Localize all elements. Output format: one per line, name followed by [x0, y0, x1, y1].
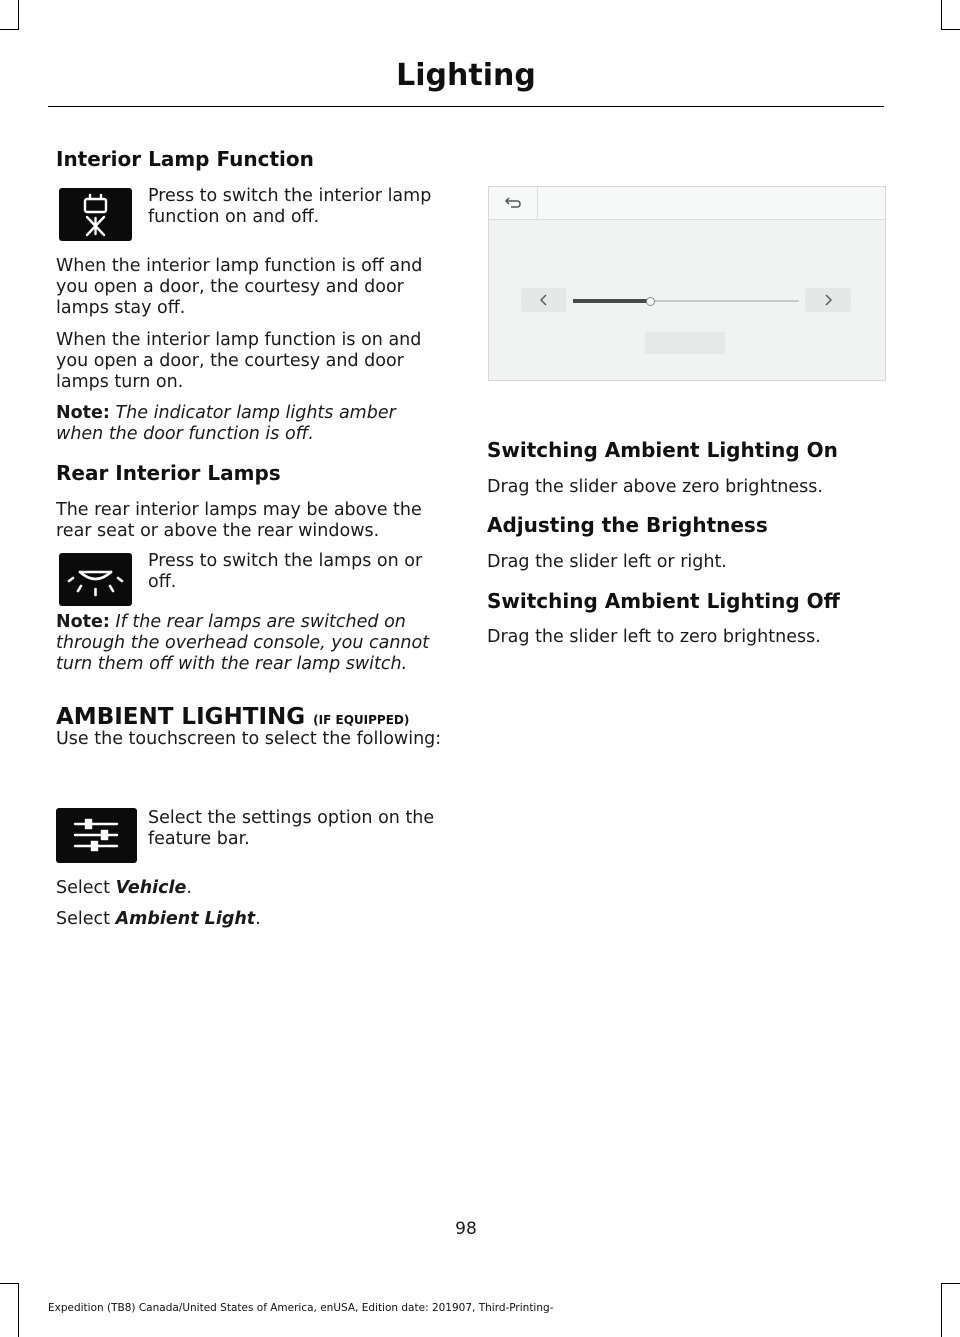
paragraph: Use the touchscreen to select the following: [56, 729, 442, 749]
subheading: Switching Ambient Lighting On [487, 438, 838, 462]
footer-text: Expedition (TB8) Canada/United States of America, enUSA, Edition date: 201907, Third-Printing- [48, 1302, 554, 1314]
back-arrow-icon [489, 187, 537, 219]
menu-item-vehicle: Vehicle [115, 878, 187, 898]
header-rule [48, 106, 884, 107]
crop-mark [942, 1283, 960, 1284]
crop-mark [0, 1283, 18, 1284]
select-word: Select [56, 878, 110, 898]
crop-mark [18, 1283, 19, 1337]
touchscreen-illustration [488, 186, 886, 381]
note-label: Note: [56, 403, 110, 423]
icon-description: Select the settings option on the feature bar. [148, 808, 435, 849]
interior-lamp-off-icon [59, 188, 132, 241]
screen-top-bar [489, 187, 885, 220]
chevron-left-icon [521, 288, 566, 312]
paragraph: Drag the slider left to zero brightness. [487, 627, 821, 647]
note [56, 403, 448, 445]
section-heading-interior-lamp: Interior Lamp Function [56, 147, 314, 171]
page-title: Lighting [396, 58, 536, 93]
select-instruction [56, 909, 448, 930]
select-word: Select [56, 909, 110, 929]
crop-mark [18, 0, 19, 30]
back-button[interactable] [489, 187, 538, 219]
rear-dome-lamp-icon [59, 553, 132, 606]
icon-description: Press to switch the interior lamp function on and off. [148, 186, 432, 227]
note-label: Note: [56, 612, 110, 632]
heading-main: AMBIENT LIGHTING [56, 704, 306, 730]
heading-suffix: (IF EQUIPPED) [313, 713, 410, 727]
section-heading-ambient-lighting [56, 704, 448, 730]
menu-item-ambient-light: Ambient Light [115, 909, 256, 929]
subheading: Adjusting the Brightness [487, 513, 768, 537]
crop-mark [941, 0, 942, 30]
paragraph: The rear interior lamps may be above the rear seat or above the rear windows. [56, 500, 422, 541]
paragraph: Drag the slider above zero brightness. [487, 477, 823, 497]
settings-sliders-icon [56, 808, 137, 863]
paragraph: When the interior lamp function is off and you open a door, the courtesy and door lamps stay off. [56, 256, 423, 318]
icon-description: Press to switch the lamps on or off. [148, 551, 423, 592]
note-text: If the rear lamps are switched on through the overhead console, you cannot turn them off with the rear lamp switch. [56, 612, 430, 674]
select-instruction [56, 878, 448, 899]
screen-button[interactable] [645, 332, 725, 354]
slider-increase-button[interactable] [805, 288, 851, 312]
slider-decrease-button[interactable] [521, 288, 566, 312]
paragraph: Drag the slider left or right. [487, 552, 727, 572]
brightness-slider[interactable] [573, 297, 799, 305]
subheading: Switching Ambient Lighting Off [487, 589, 840, 613]
chevron-right-icon [805, 288, 851, 312]
paragraph: When the interior lamp function is on and you open a door, the courtesy and door lamps turn on. [56, 330, 422, 392]
note [56, 612, 448, 675]
page-number: 98 [455, 1219, 477, 1239]
crop-mark [941, 1283, 942, 1337]
crop-mark [942, 29, 960, 30]
crop-mark [0, 29, 18, 30]
slider-fill [573, 299, 650, 303]
slider-thumb[interactable] [646, 297, 655, 306]
period: . [186, 878, 192, 898]
period: . [255, 909, 261, 929]
section-heading-rear-lamps: Rear Interior Lamps [56, 461, 281, 485]
note-text: The indicator lamp lights amber when the door function is off. [56, 403, 396, 444]
